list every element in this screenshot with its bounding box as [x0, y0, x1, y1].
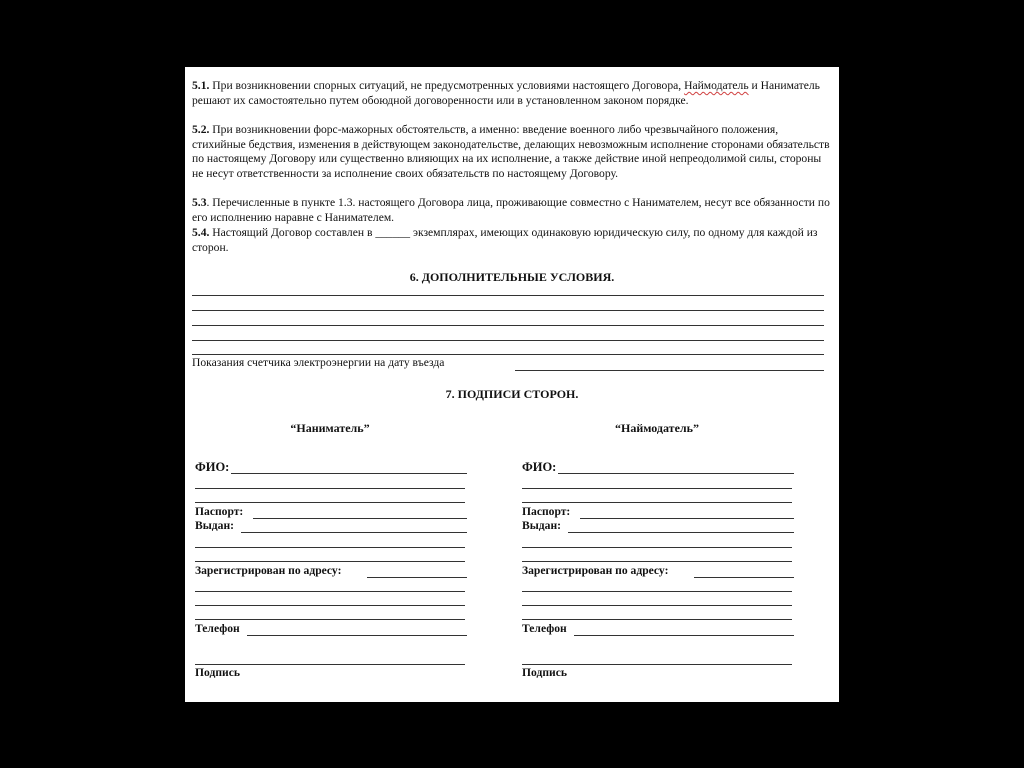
clause-5-4-text: Настоящий Договор составлен в ______ экземплярах, имеющих одинаковую юридическую силу, по одному для каждой из сторон. [192, 226, 818, 254]
clause-5-1-text-b: и Наниматель решают их самостоятельно путем обоюдной договоренности или в установленном законом порядке. [192, 79, 820, 107]
tenant-passport-label: Паспорт: [195, 505, 244, 518]
clause-5-4 [192, 226, 832, 255]
landlord-fio-line-2[interactable] [522, 488, 792, 489]
clause-5-3 [192, 196, 832, 225]
additional-terms-line-1[interactable] [192, 295, 824, 296]
landlord-address-field[interactable] [694, 577, 794, 578]
additional-terms-line-5[interactable] [192, 354, 824, 355]
meter-reading-label: Показания счетчика электроэнергии на дату въезда [192, 356, 445, 369]
clause-5-1-text-a: При возникновении спорных ситуаций, не предусмотренных условиями настоящего Договора, [209, 79, 685, 92]
clause-5-1-number: 5.1. [192, 79, 210, 92]
tenant-address-field[interactable] [367, 577, 467, 578]
tenant-signature-field[interactable] [195, 664, 465, 665]
landlord-issued-field[interactable] [568, 532, 794, 533]
tenant-fio-line-3[interactable] [195, 502, 465, 503]
landlord-phone-label: Телефон [522, 622, 567, 635]
clause-5-3-number: 5.3 [192, 196, 207, 209]
section-6-heading: 6. ДОПОЛНИТЕЛЬНЫЕ УСЛОВИЯ. [409, 270, 615, 284]
tenant-address-line-3[interactable] [195, 605, 465, 606]
clause-5-2-text: При возникновении форс-мажорных обстоятельств, а именно: введение военного либо чрезвычайного положения, стихийные бедствия, изменения в действующем законодательстве, делающих невозможным исполнение сторонами обязательств по настоящему Договору или существенно влияющих на их исполнение, а также действие иной непреодолимой силы, стороны не несут ответственности за исполнение своих обязательств по настоящему Договору. [192, 123, 830, 180]
clause-5-2 [192, 123, 832, 181]
landlord-fio-line-3[interactable] [522, 502, 792, 503]
tenant-fio-label: ФИО: [195, 460, 230, 474]
landlord-passport-label: Паспорт: [522, 505, 571, 518]
landlord-passport-field[interactable] [580, 518, 794, 519]
section-7-heading: 7. ПОДПИСИ СТОРОН. [445, 387, 579, 401]
landlord-phone-field[interactable] [574, 635, 794, 636]
landlord-address-line-4[interactable] [522, 619, 792, 620]
additional-terms-line-3[interactable] [192, 325, 824, 326]
tenant-fio-line-2[interactable] [195, 488, 465, 489]
landlord-signature-label: Подпись [522, 666, 567, 679]
landlord-fio-field[interactable] [558, 473, 794, 474]
tenant-issued-field[interactable] [241, 532, 467, 533]
tenant-title: “Наниматель” [290, 421, 370, 435]
landlord-fio-label: ФИО: [522, 460, 557, 474]
tenant-issued-line-2[interactable] [195, 547, 465, 548]
landlord-signature-field[interactable] [522, 664, 792, 665]
clause-5-2-number: 5.2. [192, 123, 210, 136]
tenant-signature-label: Подпись [195, 666, 240, 679]
document-page [185, 67, 839, 702]
tenant-address-label: Зарегистрирован по адресу: [195, 564, 342, 577]
landlord-issued-line-3[interactable] [522, 561, 792, 562]
tenant-issued-label: Выдан: [195, 519, 234, 532]
additional-terms-line-4[interactable] [192, 340, 824, 341]
tenant-issued-line-3[interactable] [195, 561, 465, 562]
landlord-issued-line-2[interactable] [522, 547, 792, 548]
meter-reading-field[interactable] [515, 370, 824, 371]
landlord-title: “Наймодатель” [615, 421, 699, 435]
tenant-address-line-4[interactable] [195, 619, 465, 620]
landlord-issued-label: Выдан: [522, 519, 561, 532]
tenant-passport-field[interactable] [253, 518, 467, 519]
tenant-phone-label: Телефон [195, 622, 240, 635]
landlord-address-line-3[interactable] [522, 605, 792, 606]
tenant-fio-field[interactable] [231, 473, 467, 474]
tenant-address-line-2[interactable] [195, 591, 465, 592]
additional-terms-line-2[interactable] [192, 310, 824, 311]
clause-5-3-text: . Перечисленные в пункте 1.3. настоящего Договора лица, проживающие совместно с Нанимателем, несут все обязанности по его исполнению наравне с Нанимателем. [192, 196, 830, 224]
clause-5-4-number: 5.4. [192, 226, 210, 239]
clause-5-1-landlord-word: Наймодатель [684, 79, 749, 92]
clause-5-1 [192, 79, 832, 108]
landlord-address-label: Зарегистрирован по адресу: [522, 564, 669, 577]
tenant-phone-field[interactable] [247, 635, 467, 636]
landlord-address-line-2[interactable] [522, 591, 792, 592]
